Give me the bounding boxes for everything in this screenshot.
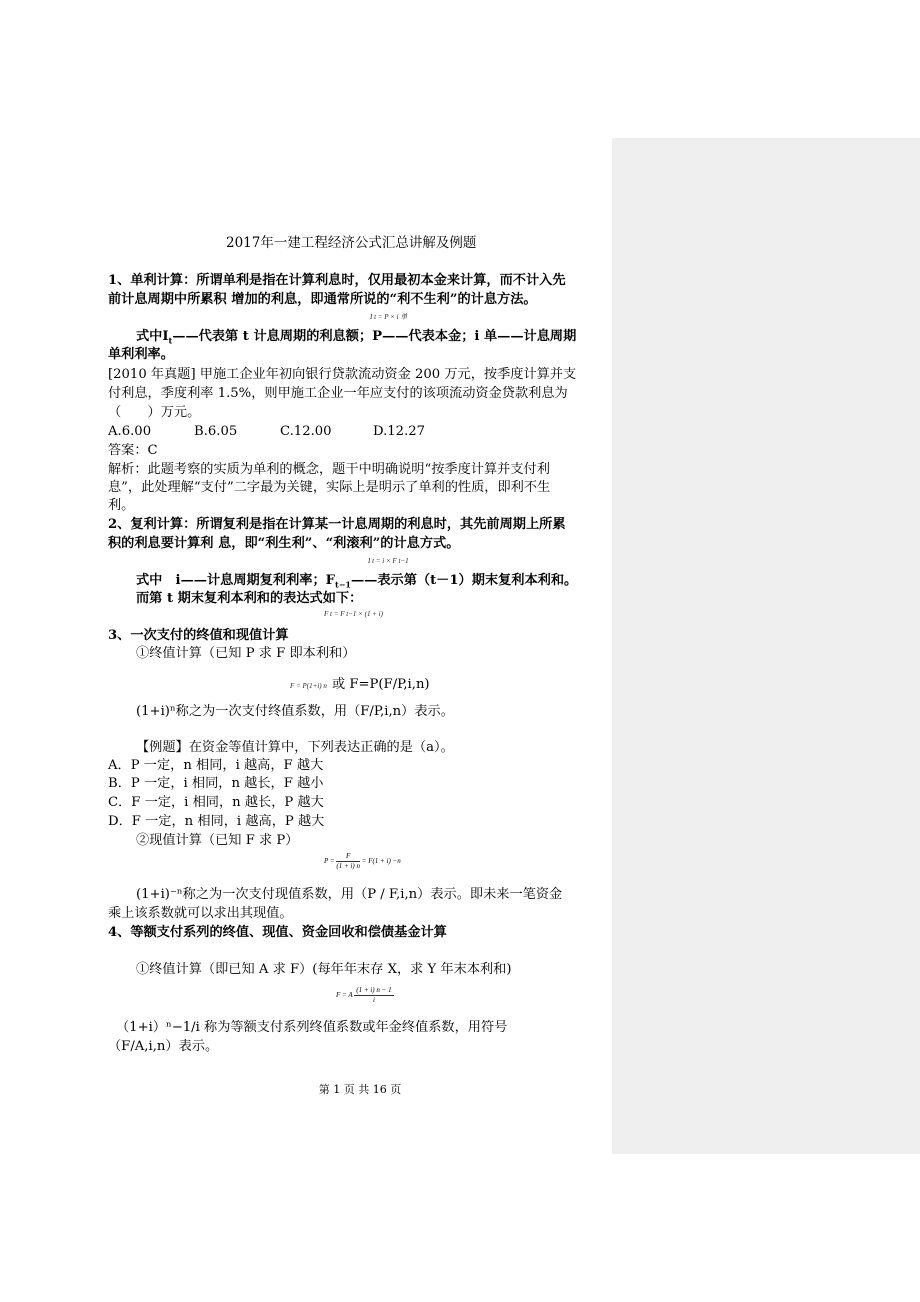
question1-line2: 付利息，季度利率 1.5%，则甲施工企业一年应支付的该项流动资金贷款利息为 <box>108 386 568 401</box>
annuity-fraction <box>354 986 393 1005</box>
annuity-left: F = A <box>336 991 353 1000</box>
pv-denominator: (1 + i) n <box>336 862 360 870</box>
annuity-future-value-formula <box>336 986 394 1005</box>
explanation-line2: 息”，此处理解“支付”二字最为关键，实际上是明示了单利的性质，即利不生 <box>108 480 551 495</box>
example-option-d: D．F 一定，n 相同，i 越高，P 越大 <box>108 814 325 829</box>
section3-future-value-heading: ①终值计算（已知 P 求 F 即本利和） <box>136 646 356 661</box>
explanation-line1: 解析：此题考察的实质为单利的概念，题干中明确说明“按季度计算并支付利 <box>108 462 550 477</box>
option-a: A.6.00 <box>108 424 152 439</box>
example-option-c: C．F 一定，i 相同，n 越长，P 越大 <box>108 795 324 810</box>
answer: 答案：C <box>108 443 158 458</box>
section1-line1: 1、单利计算：所谓单利是指在计算利息时，仅用最初本金来计算，而不计入先 <box>108 273 566 288</box>
pv-left: P = <box>324 857 335 866</box>
section3-heading: 3、一次支付的终值和现值计算 <box>108 628 289 643</box>
section1-definition <box>136 328 576 350</box>
pv-numerator: F <box>336 852 360 862</box>
explanation-line3: 利。 <box>108 498 135 513</box>
question1-line1: [2010 年真题] 甲施工企业年初向银行贷款流动资金 200 万元，按季度计算并支 <box>108 367 577 382</box>
compound-interest-formula: I t = i × F t−1 <box>368 557 409 565</box>
def-sub: t <box>168 335 173 346</box>
example-question: 【例题】在资金等值计算中，下列表达正确的是（a）。 <box>136 740 454 755</box>
section4-future-value-heading: ①终值计算（即已知 A 求 F）(每年年末存 X，求 Y 年末本利和) <box>136 962 512 977</box>
future-value-formula-row <box>290 673 430 692</box>
present-value-formula <box>324 852 401 871</box>
simple-interest-formula: I t = P × i 单 <box>370 313 408 321</box>
section2-line2: 积的利息要计算利 息，即“利生利”、“利滚利”的计息方式。 <box>108 536 460 551</box>
pv-right: = F(1 + i) −n <box>361 857 401 866</box>
def2-sub: t−1 <box>335 579 351 590</box>
pv-fraction <box>336 852 360 871</box>
annuity-description-line1: （1+i）ⁿ−1/i 称为等额支付系列终值系数或年金终值系数，用符号 <box>116 1020 508 1035</box>
def2-rest: ——表示第（t－1）期末复利本利和。 <box>350 573 578 588</box>
option-c: C.12.00 <box>280 424 332 439</box>
option-b: B.6.05 <box>194 424 238 439</box>
example-option-a: A．P 一定，n 相同，i 越高，F 越大 <box>108 758 324 773</box>
question1-line3: （ ）万元。 <box>108 405 201 420</box>
present-value-description-line2: 乘上该系数就可以求出其现值。 <box>108 906 293 921</box>
section4-heading: 4、等额支付系列的终值、现值、资金回收和偿债基金计算 <box>108 925 447 940</box>
future-value-formula-alt: 或 F=P(F/P,i,n) <box>331 677 430 692</box>
example-option-b: B．P 一定，i 相同，n 越长，F 越小 <box>108 776 324 791</box>
section1-definition-line2: 单利利率。 <box>108 347 174 362</box>
annuity-denominator: i <box>372 996 375 1004</box>
present-value-description-line1: (1+i)⁻ⁿ称之为一次支付现值系数，用（P / F,i,n）表示。即未来一笔资金 <box>136 887 563 902</box>
section1-line2: 前计息周期中所累积 增加的利息，即通常所说的“利不生利”的计息方法。 <box>108 292 537 307</box>
def-rest: ——代表第 t 计息周期的利息额；P——代表本金；i 单——计息周期 <box>172 329 577 344</box>
def-prefix: 式中I <box>136 329 169 344</box>
section3-present-value-heading: ②现值计算（已知 F 求 P） <box>136 833 299 848</box>
page-title: 2017年一建工程经济公式汇总讲解及例题 <box>226 235 477 251</box>
section2-line1: 2、复利计算：所谓复利是指在计算某一计息周期的利息时，其先前周期上所累 <box>108 517 566 532</box>
page-footer: 第 1 页 共 16 页 <box>318 1083 402 1096</box>
def2-prefix: 式中 i——计息周期复利利率；F <box>136 573 335 588</box>
option-d: D.12.27 <box>373 424 426 439</box>
compound-total-formula: F t = F t−1 × (1 + i) <box>324 610 383 618</box>
annuity-description-line2: （F/A,i,n）表示。 <box>108 1039 219 1054</box>
comment-pane <box>612 138 920 1154</box>
future-value-description: (1+i)ⁿ称之为一次支付终值系数，用（F/P,i,n）表示。 <box>136 704 454 719</box>
future-value-formula: F = P(1+i) n <box>290 682 327 690</box>
section2-definition-line2: 而第 t 期末复利本利和的表达式如下： <box>136 591 363 606</box>
annuity-numerator: (1 + i) n − 1 <box>356 986 392 994</box>
